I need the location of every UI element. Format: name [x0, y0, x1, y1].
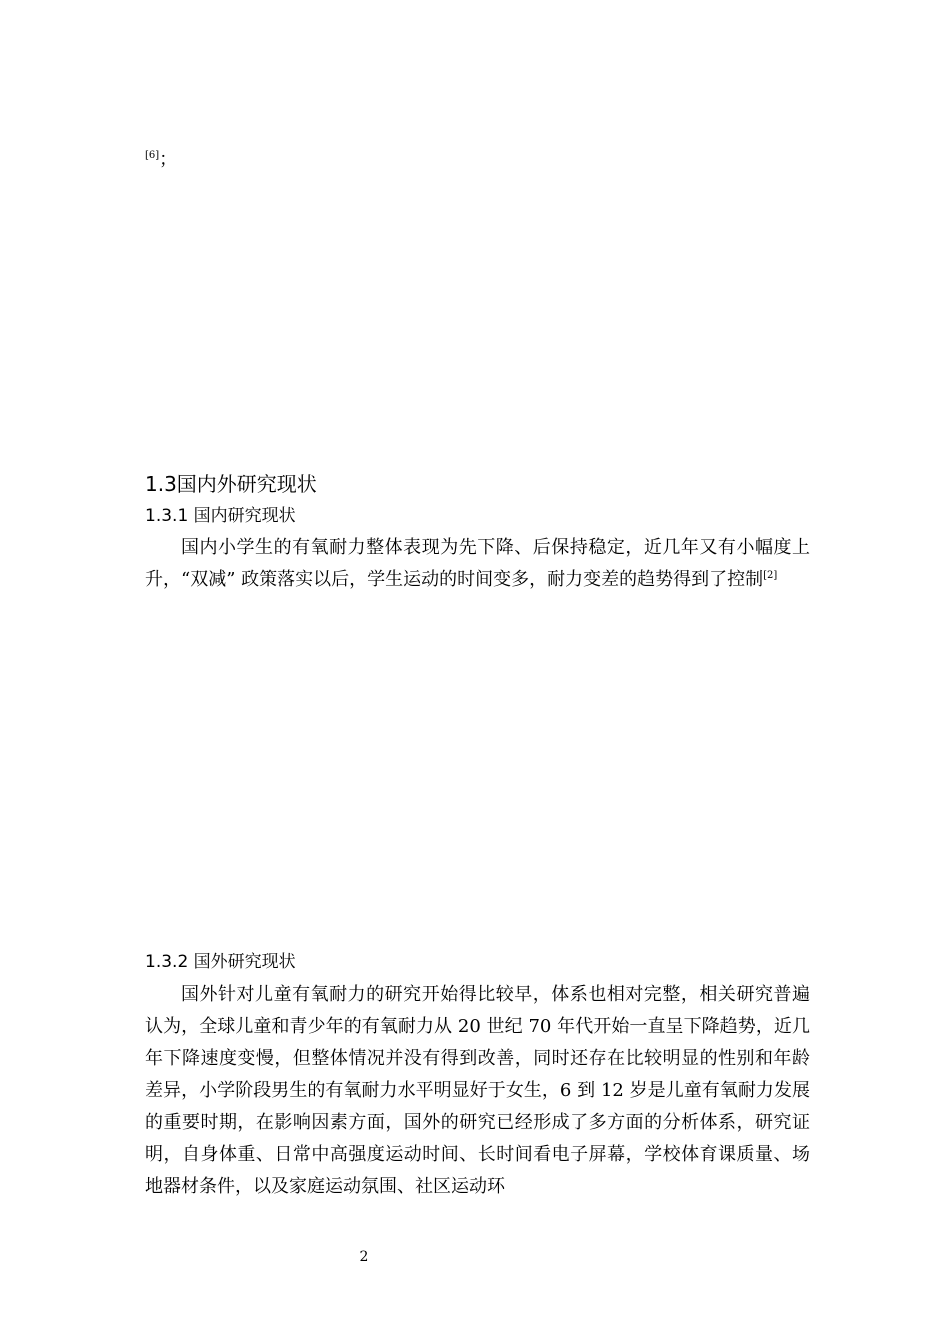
fragment-punctuation: ； [159, 149, 178, 170]
subsection-heading-foreign: 1.3.2 国外研究现状 [145, 952, 296, 972]
continued-fragment [145, 148, 810, 172]
citation-marker: [2] [763, 570, 778, 581]
section-heading: 1.3国内外研究现状 [145, 472, 317, 496]
paragraph-foreign: 国外针对儿童有氧耐力的研究开始得比较早，体系也相对完整，相关研究普遍认为，全球儿童和青少年的有氧耐力从 20 世纪 70 年代开始一直呈下降趋势，近几年下降速度变慢，但整体情况并没有得到改善，同时还存在比较明显的性别和年龄差异，小学阶段男生的有氧耐力水平明显好于女生，6 到 12 岁是儿童有氧耐力发展的重要时期，在影响因素方面，国外的研究已经形成了多方面的分析体系，研究证明，自身体重、日常中高强度运动时间、长时间看电子屏幕，学校体育课质量、场地器材条件，以及家庭运动氛围、社区运动环 [145, 984, 810, 1197]
citation-marker: [6] [145, 150, 160, 161]
page-number: 2 [359, 1249, 369, 1265]
paragraph-domestic [145, 532, 810, 596]
subsection-heading-domestic: 1.3.1 国内研究现状 [145, 506, 296, 526]
paragraph-domestic-text: 国内小学生的有氧耐力整体表现为先下降、后保持稳定，近几年又有小幅度上升，“双减” 政策落实以后，学生运动的时间变多，耐力变差的趋势得到了控制 [145, 537, 810, 590]
